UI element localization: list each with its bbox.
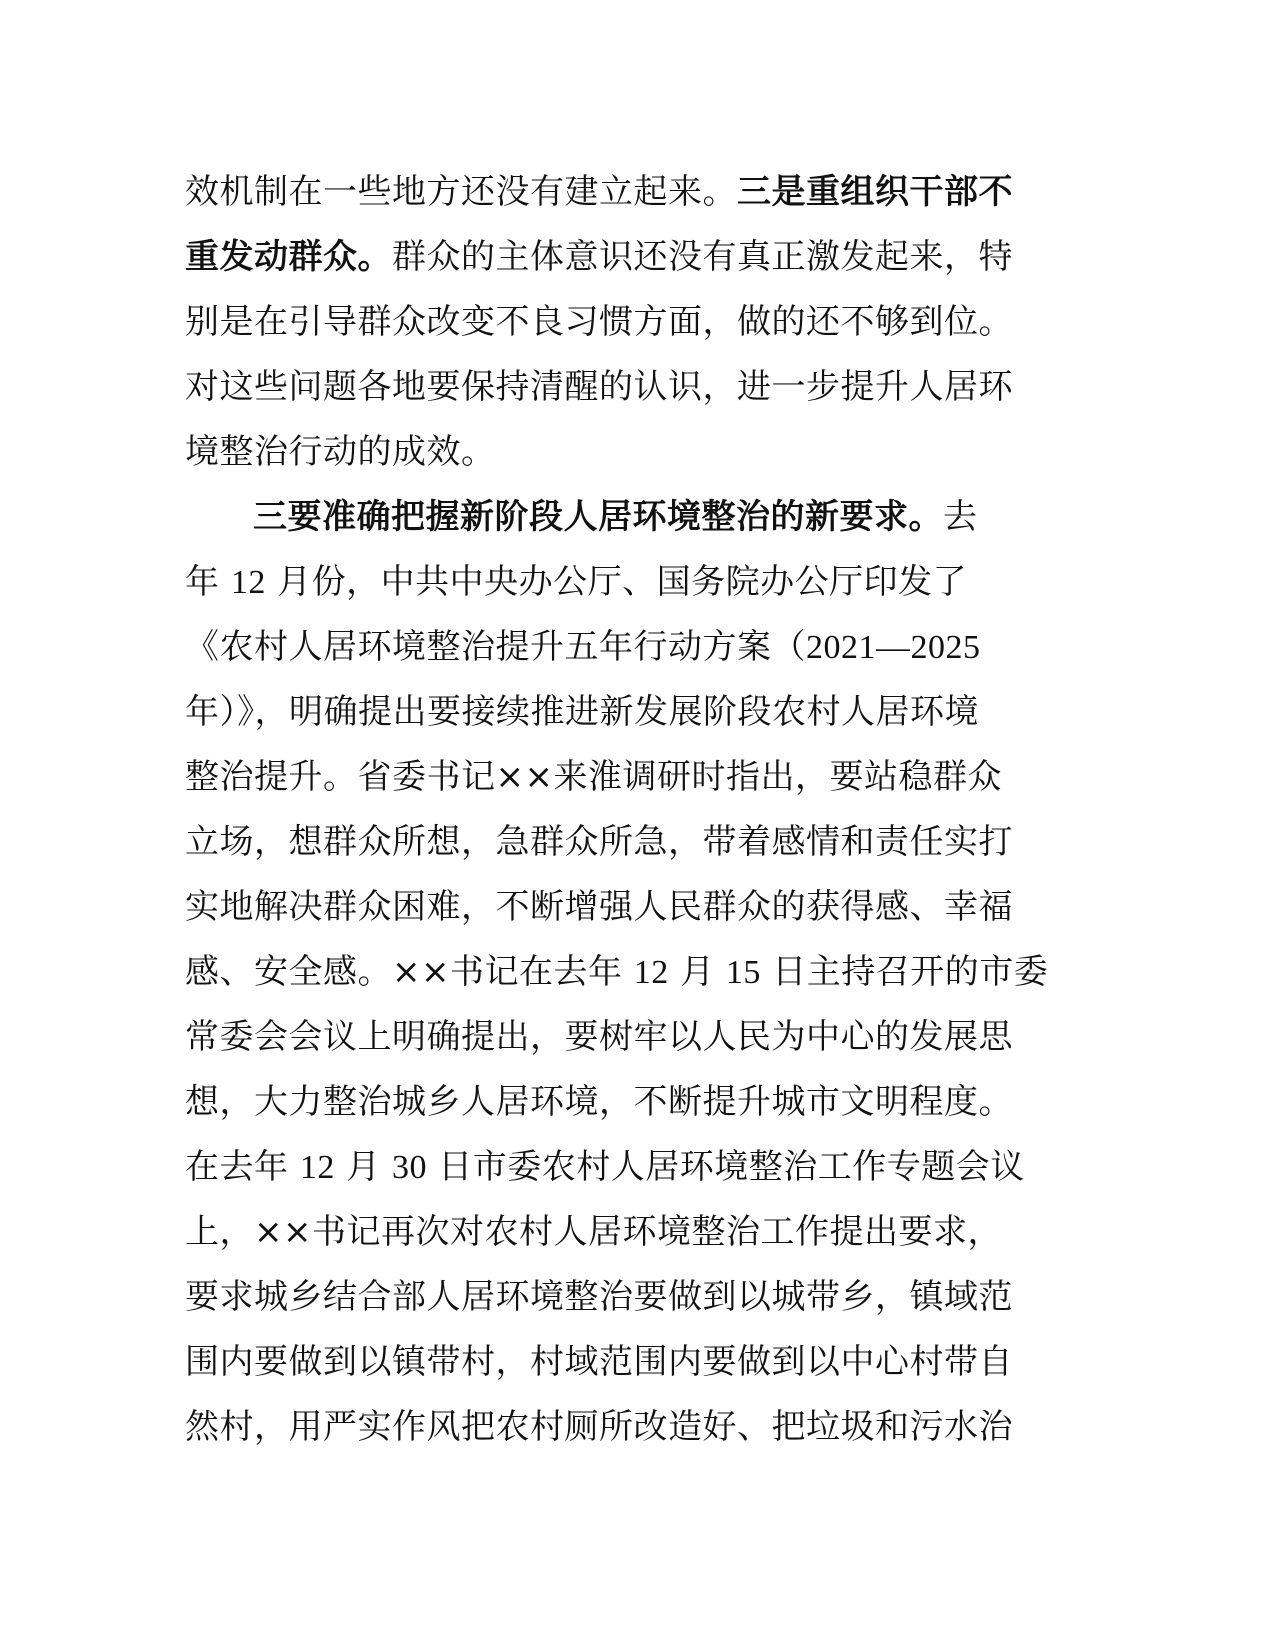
line-text: 群众的主体意识还没有真正激发起来，特 (392, 237, 1013, 277)
text-line: 上，××书记再次对农村人居环境整治工作提出要求， (185, 1212, 1002, 1252)
line-text: 年 (185, 562, 220, 602)
text-line (185, 225, 1085, 290)
line-text: 《农村人居环境整治提升五年行动方案（ (185, 627, 806, 667)
paragraph-1 (185, 160, 1085, 485)
number: 12 (299, 1149, 335, 1186)
text-line (185, 550, 1085, 615)
text-line: 想，大力整治城乡人居环境，不断提升城市文明程度。 (185, 1082, 1013, 1122)
bold-heading: 重发动群众。 (185, 237, 392, 277)
text-line (185, 1135, 1085, 1200)
number: 30 (391, 1149, 427, 1186)
line-text: 效机制在一些地方还没有建立起来。 (185, 172, 737, 212)
text-line (185, 160, 1085, 225)
bold-heading: 三要准确把握新阶段人居环境整治的新要求。 (253, 497, 943, 537)
text-line: 要求城乡结合部人居环境整治要做到以城带乡，镇域范 (185, 1277, 1013, 1317)
text-line: 常委会会议上明确提出，要树牢以人民为中心的发展思 (185, 1017, 1013, 1057)
line-text: 在去年 (185, 1147, 289, 1187)
line-text: 月 (346, 1147, 381, 1187)
line-text: 日市委农村人居环境整治工作专题会议 (438, 1147, 1025, 1187)
document-body (185, 160, 1085, 1460)
number: 12 (230, 564, 266, 601)
line-text: 感、安全感。××书记在去年 (185, 952, 623, 992)
number: 12 (633, 954, 669, 991)
text-line: 立场，想群众所想，急群众所急，带着感情和责任实打 (185, 822, 1013, 862)
text-line: 对这些问题各地要保持清醒的认识，进一步提升人居环 (185, 367, 1013, 407)
number: 2021—2025 (806, 629, 981, 666)
text-line: 围内要做到以镇带村，村域范围内要做到以中心村带自 (185, 1342, 1013, 1382)
text-line: 实地解决群众困难，不断增强人民群众的获得感、幸福 (185, 887, 1013, 927)
line-text: 月份，中共中央办公厅、国务院办公厅印发了 (277, 562, 968, 602)
text-line: 境整治行动的成效。 (185, 432, 496, 472)
line-text: 月 (680, 952, 715, 992)
line-text: 日主持召开的市委 (772, 952, 1049, 992)
text-line (185, 940, 1085, 1005)
text-line (185, 485, 1085, 550)
paragraph-2 (185, 485, 1085, 1460)
text-line: 然村，用严实作风把农村厕所改造好、把垃圾和污水治 (185, 1407, 1013, 1447)
number: 15 (725, 954, 761, 991)
text-line: 别是在引导群众改变不良习惯方面，做的还不够到位。 (185, 302, 1013, 342)
bold-heading: 三是重组织干部不 (737, 172, 1013, 212)
text-line: 年）》，明确提出要接续推进新发展阶段农村人居环境 (185, 692, 979, 732)
line-text: 去 (943, 497, 978, 537)
text-line: 整治提升。省委书记××来淮调研时指出，要站稳群众 (185, 757, 1002, 797)
text-line (185, 615, 1085, 680)
